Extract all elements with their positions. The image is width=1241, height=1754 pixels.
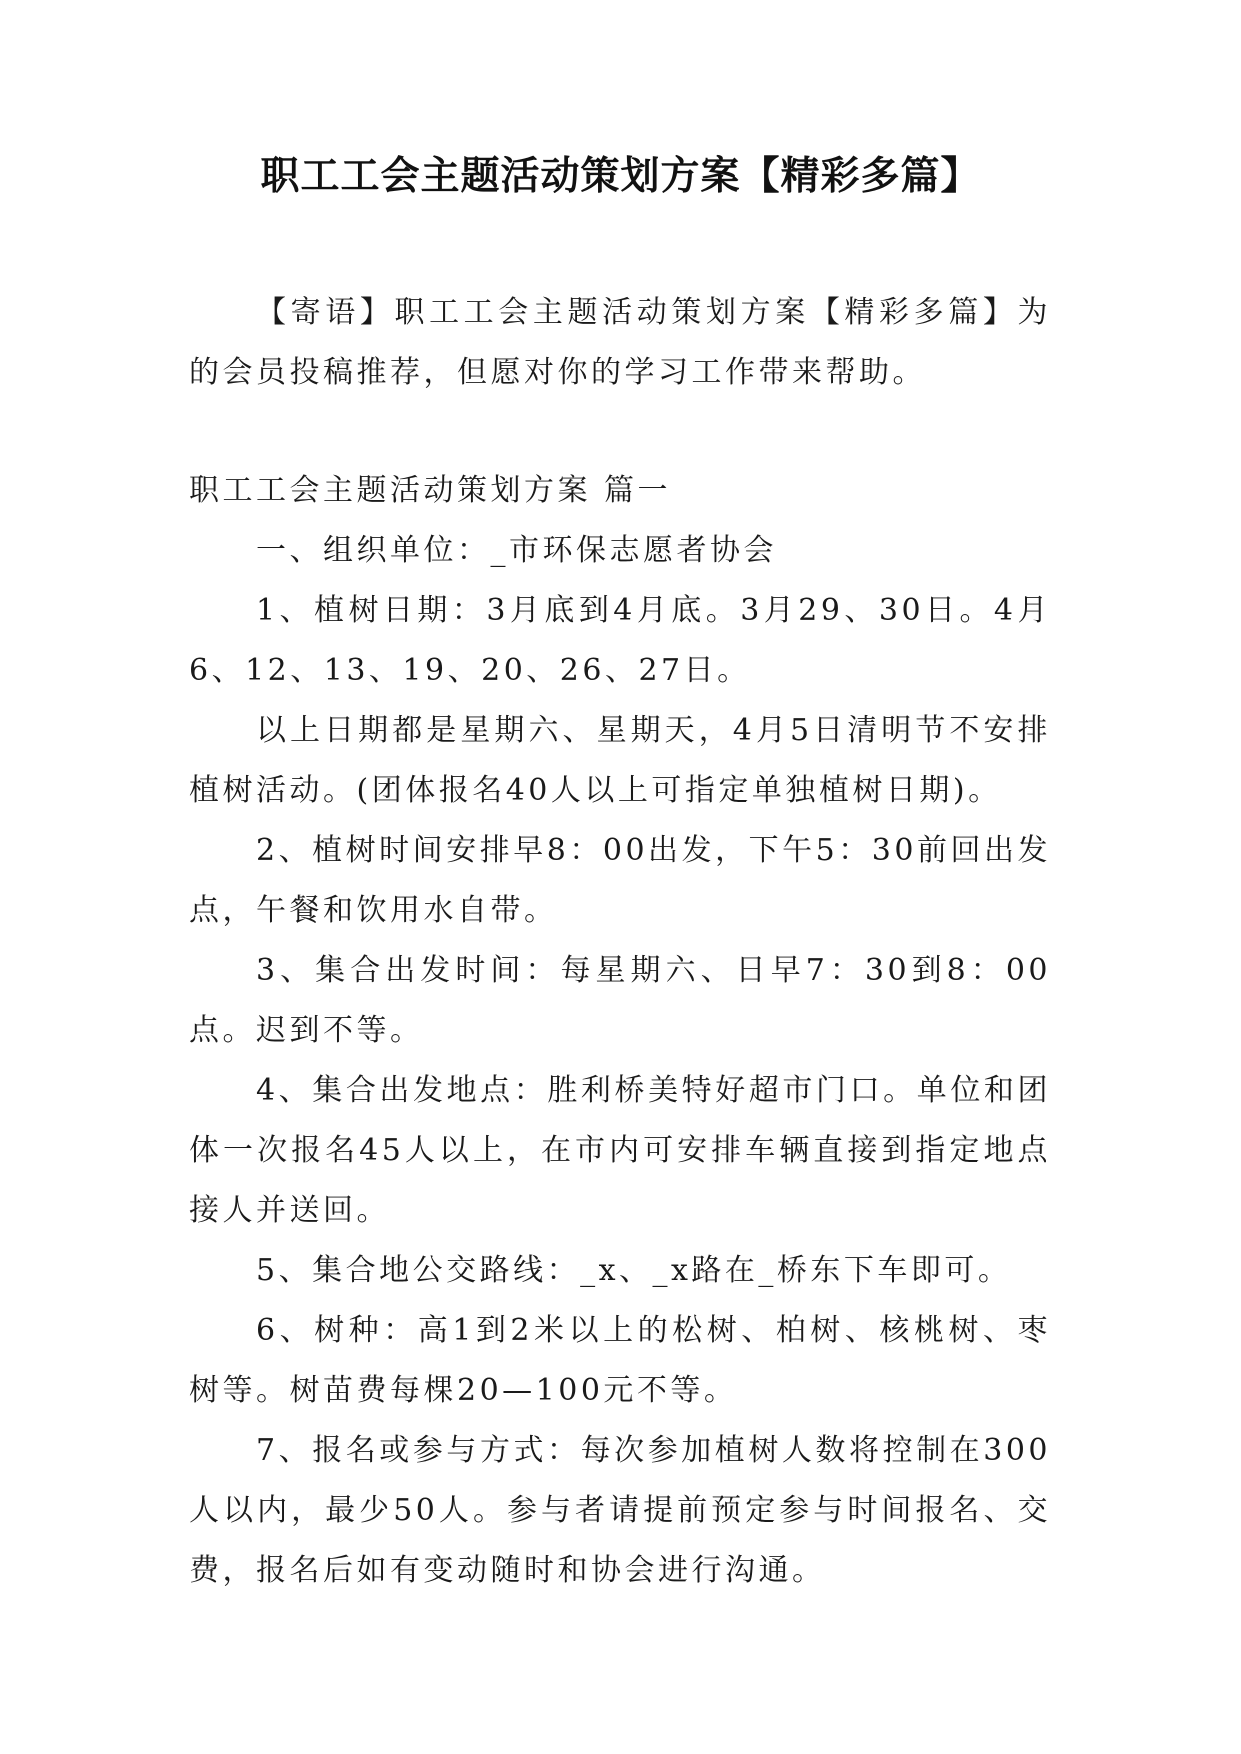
paragraph-tree-species: 6、树种：高1到2米以上的松树、柏树、核桃树、枣树等。树苗费每棵20—100元不等。 — [189, 1313, 1051, 1408]
section-heading: 职工工会主题活动策划方案 篇一 — [189, 473, 672, 508]
paragraph-gather-place: 4、集合出发地点：胜利桥美特好超市门口。单位和团体一次报名45人以上，在市内可安排车辆直接到指定地点接人并送回。 — [189, 1073, 1051, 1228]
paragraph-bus-route: 5、集合地公交路线：_x、_x路在_桥东下车即可。 — [256, 1253, 1012, 1288]
document-title: 职工工会主题活动策划方案【精彩多篇】 — [260, 154, 981, 199]
paragraph-schedule: 2、植树时间安排早8：00出发，下午5：30前回出发点，午餐和饮用水自带。 — [189, 833, 1051, 928]
intro-block — [189, 283, 1051, 403]
paragraph-weekend-note: 以上日期都是星期六、星期天，4月5日清明节不安排植树活动。(团体报名40人以上可指定单独植树日期)。 — [189, 713, 1051, 808]
paragraph-organizer: 一、组织单位：_市环保志愿者协会 — [256, 533, 777, 568]
section-block — [189, 461, 1051, 1601]
paragraph-planting-dates: 1、植树日期：3月底到4月底。3月29、30日。4月6、12、13、19、20、26、27日。 — [189, 593, 1051, 688]
intro-paragraph: 【寄语】职工工会主题活动策划方案【精彩多篇】为的会员投稿推荐，但愿对你的学习工作带来帮助。 — [189, 295, 1051, 390]
paragraph-registration: 7、报名或参与方式：每次参加植树人数将控制在300人以内，最少50人。参与者请提前预定参与时间报名、交费，报名后如有变动随时和协会进行沟通。 — [189, 1433, 1051, 1588]
paragraph-gather-time: 3、集合出发时间：每星期六、日早7：30到8：00点。迟到不等。 — [189, 953, 1051, 1048]
